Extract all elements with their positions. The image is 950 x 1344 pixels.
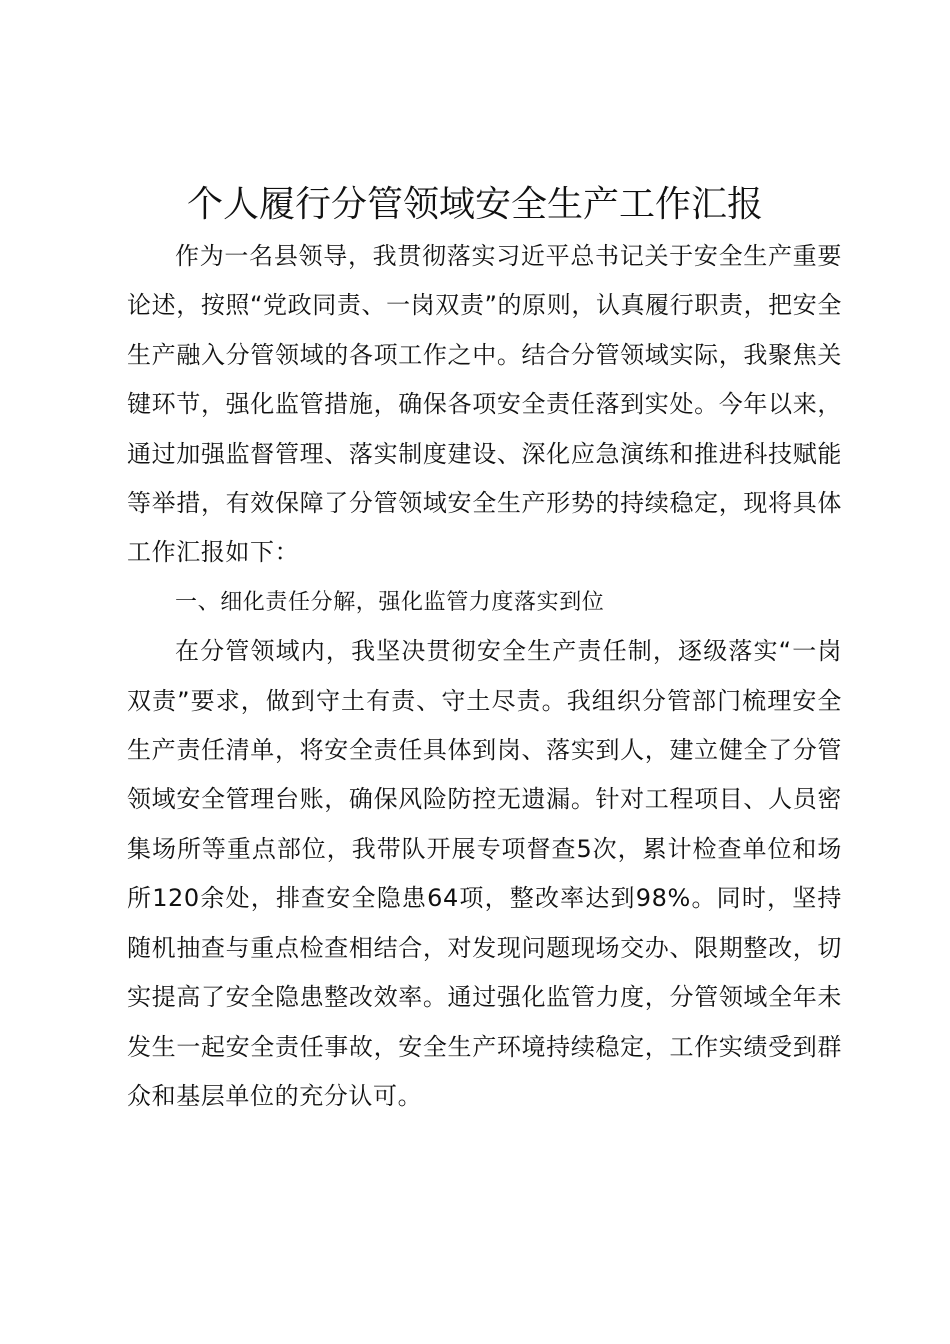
section-paragraph-1: 在分管领域内，我坚决贯彻安全生产责任制，逐级落实“一岗双责”要求，做到守土有责、守土尽责。我组织分管部门梳理安全生产责任清单，将安全责任具体到岗、落实到人，建立健全了分管领域安全管理台账，确保风险防控无遗漏。针对工程项目、人员密集场所等重点部位，我带队开展专项督查5次，累计检查单位和场所120余处，排查安全隐患64项，整改率达到98%。同时，坚持随机抽查与重点检查相结合，对发现问题现场交办、限期整改，切实提高了安全隐患整改效率。通过强化监管力度，分管领域全年未发生一起安全责任事故，安全生产环境持续稳定，工作实绩受到群众和基层单位的充分认可。 (127, 637, 842, 1110)
section-heading-1: 一、细化责任分解，强化监管力度落实到位 (175, 589, 605, 615)
document-title: 个人履行分管领域安全生产工作汇报 (186, 184, 763, 225)
document-body (127, 232, 842, 1121)
intro-paragraph: 作为一名县领导，我贯彻落实习近平总书记关于安全生产重要论述，按照“党政同责、一岗双责”的原则，认真履行职责，把安全生产融入分管领域的各项工作之中。结合分管领域实际，我聚焦关键环节，强化监管措施，确保各项安全责任落到实处。今年以来，通过加强监督管理、落实制度建设、深化应急演练和推进科技赋能等举措，有效保障了分管领域安全生产形势的持续稳定，现将具体工作汇报如下： (127, 242, 842, 567)
